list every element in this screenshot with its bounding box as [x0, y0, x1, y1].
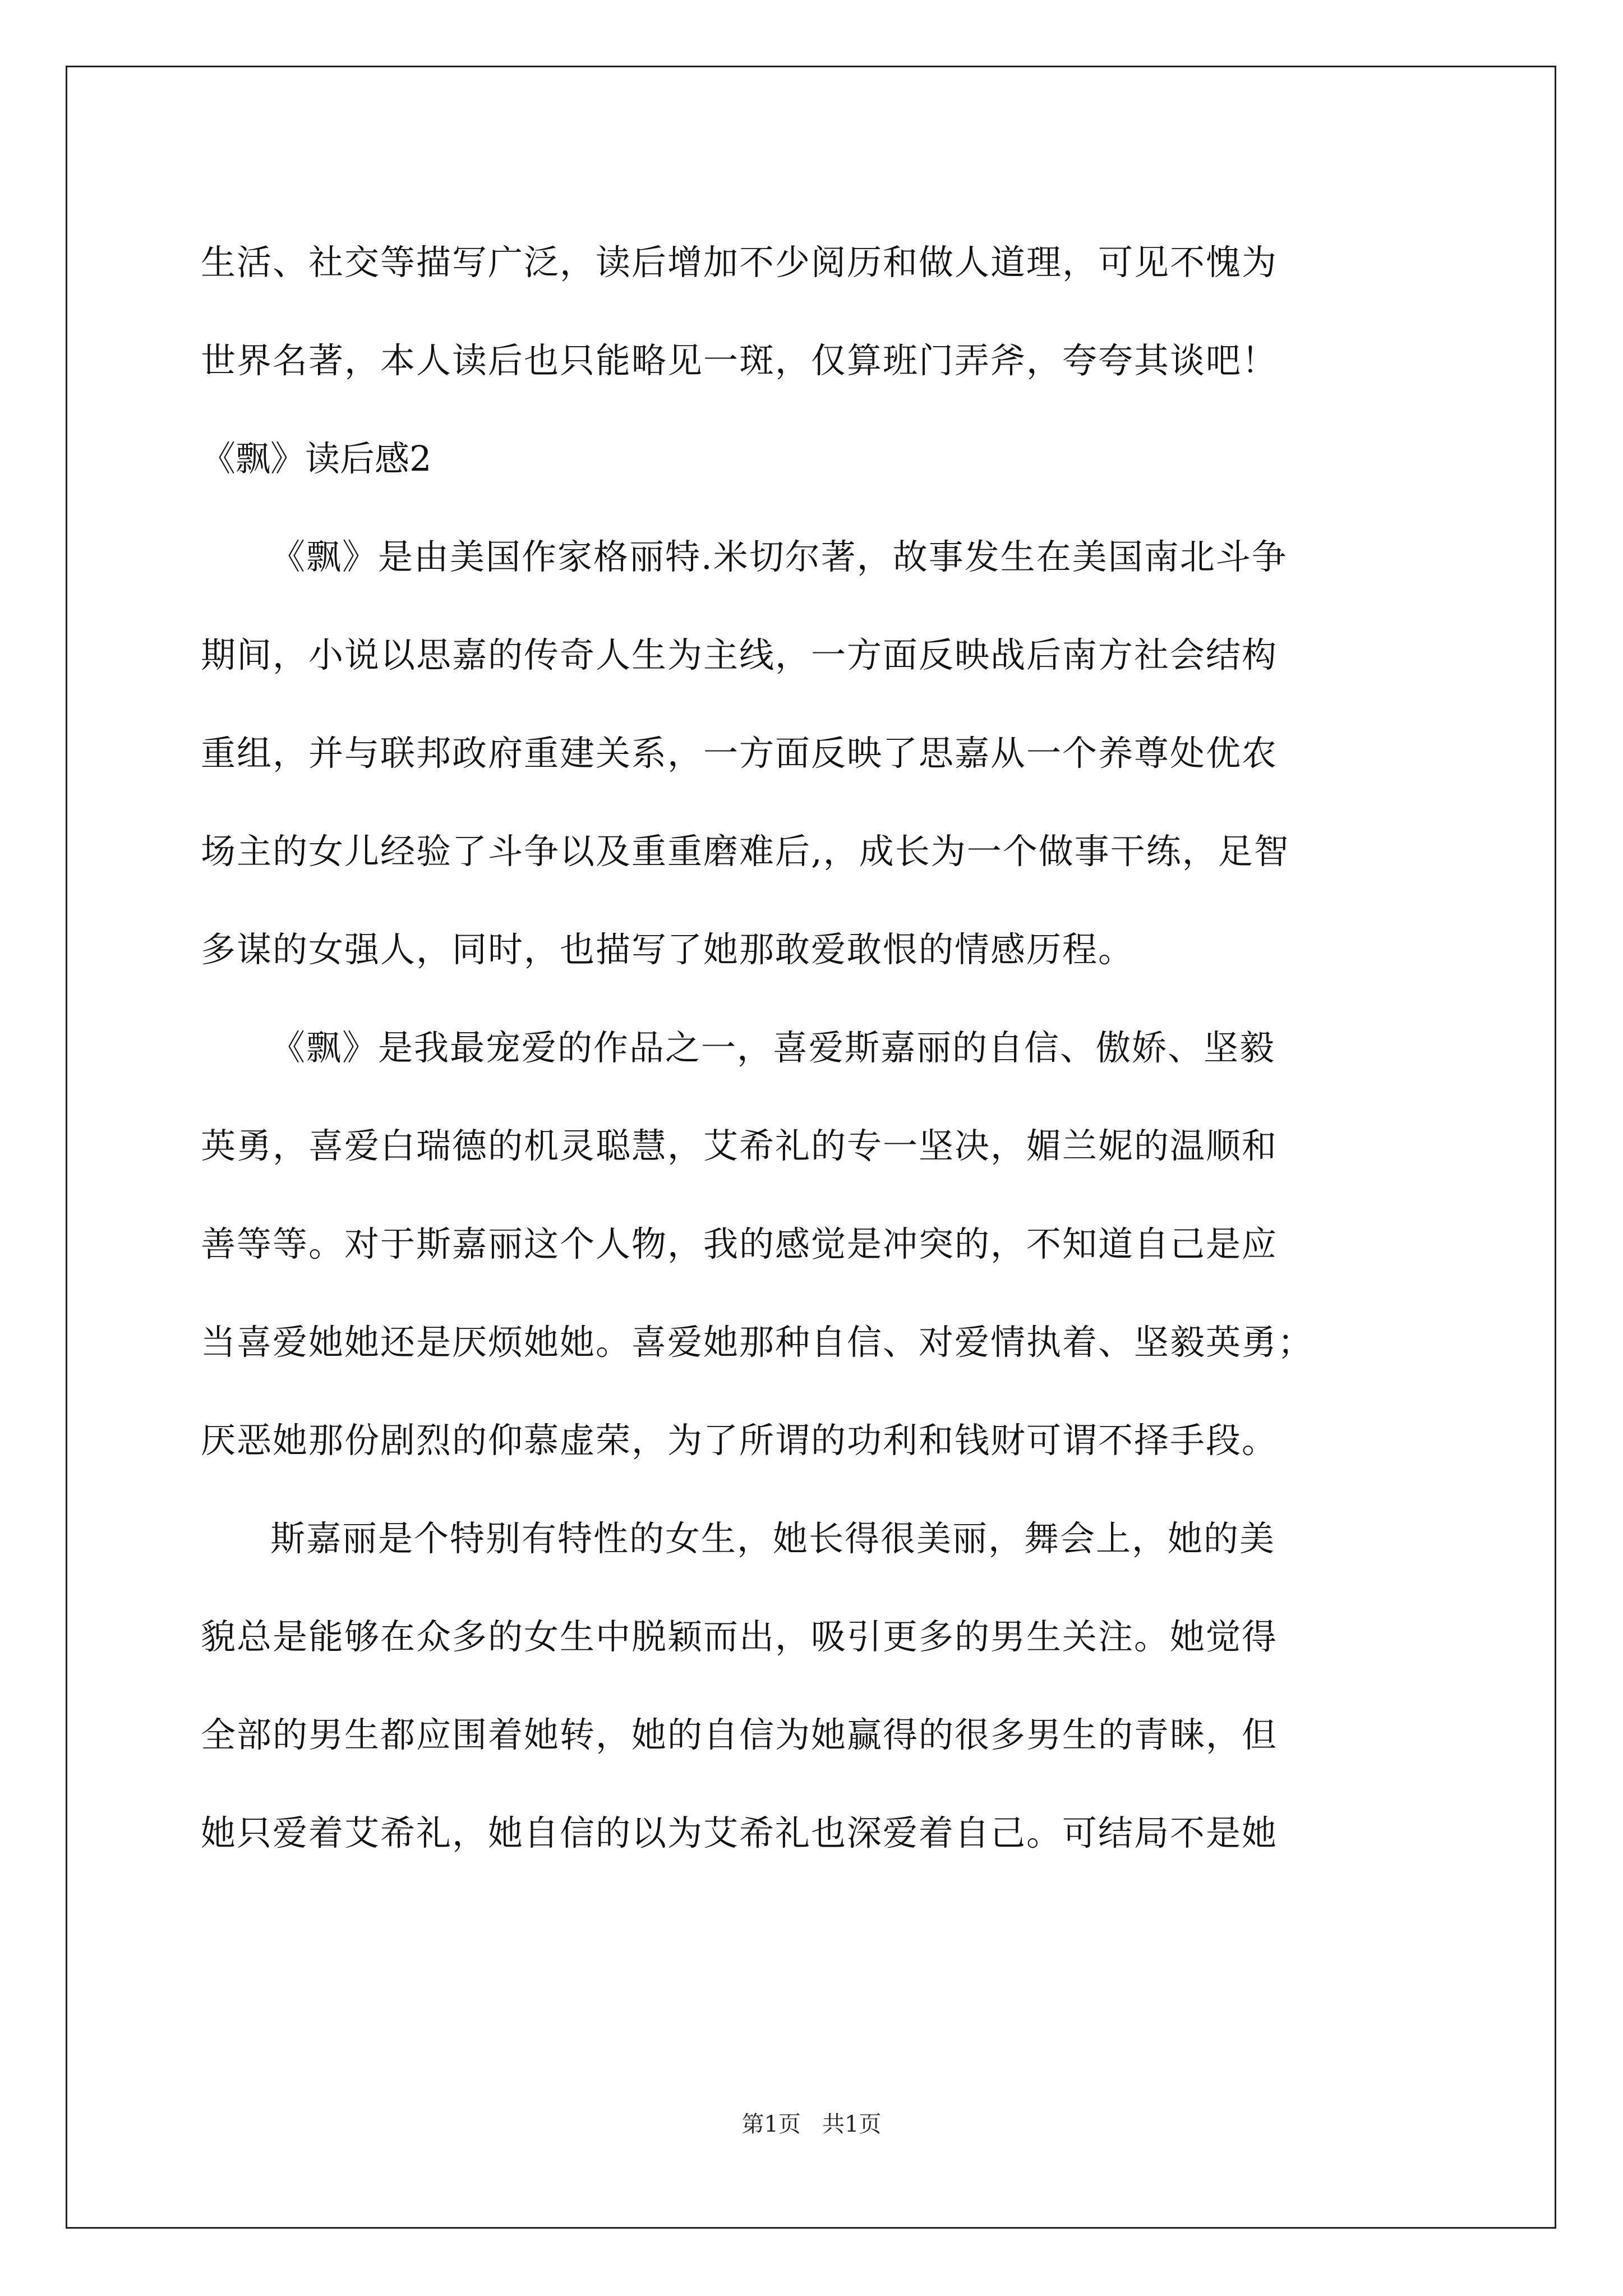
section-heading: 《飘》读后感2: [201, 438, 432, 479]
text-line: 《飘》是我最宠爱的作品之一，喜爱斯嘉丽的自信、傲娇、坚毅: [270, 1027, 1276, 1068]
text-line: 英勇，喜爱白瑞德的机灵聪慧，艾希礼的专一坚决，媚兰妮的温顺和: [201, 1125, 1278, 1166]
text-line: 貌总是能够在众多的女生中脱颖而出，吸引更多的男生关注。她觉得: [201, 1616, 1278, 1657]
paragraph-1: [201, 508, 1429, 999]
paragraph-3: [201, 1489, 1429, 1882]
text-line: 生活、社交等描写广泛，读后增加不少阅历和做人道理，可见不愧为: [201, 242, 1278, 283]
text-line: 世界名著，本人读后也只能略见一斑，仅算班门弄斧，夸夸其谈吧！: [201, 340, 1278, 381]
text-line: 期间，小说以思嘉的传奇人生为主线，一方面反映战后南方社会结构: [201, 634, 1278, 675]
text-line: 斯嘉丽是个特别有特性的女生，她长得很美丽，舞会上，她的美: [270, 1518, 1276, 1559]
text-line: 《飘》是由美国作家格丽特.米切尔著，故事发生在美国南北斗争: [270, 536, 1288, 577]
text-line: 场主的女儿经验了斗争以及重重磨难后,，成长为一个做事干练，足智: [201, 831, 1290, 872]
text-line: 厌恶她那份剧烈的仰慕虚荣，为了所谓的功利和钱财可谓不择手段。: [201, 1420, 1278, 1461]
text-line: 重组，并与联邦政府重建关系，一方面反映了思嘉从一个养尊处优农: [201, 733, 1278, 774]
text-line: 当喜爱她她还是厌烦她她。喜爱她那种自信、对爱情执着、坚毅英勇；: [201, 1322, 1314, 1363]
text-line: 多谋的女强人，同时，也描写了她那敢爱敢恨的情感历程。: [201, 929, 1135, 970]
document-body: [201, 213, 1429, 1882]
page-footer: 第1页 共1页: [741, 2111, 882, 2137]
paragraph-2: [201, 999, 1429, 1489]
text-line: 她只爱着艾希礼，她自信的以为艾希礼也深爱着自己。可结局不是她: [201, 1812, 1278, 1853]
text-line: 善等等。对于斯嘉丽这个人物，我的感觉是冲突的，不知道自己是应: [201, 1223, 1278, 1264]
text-line: 全部的男生都应围着她转，她的自信为她赢得的很多男生的青睐，但: [201, 1714, 1278, 1755]
